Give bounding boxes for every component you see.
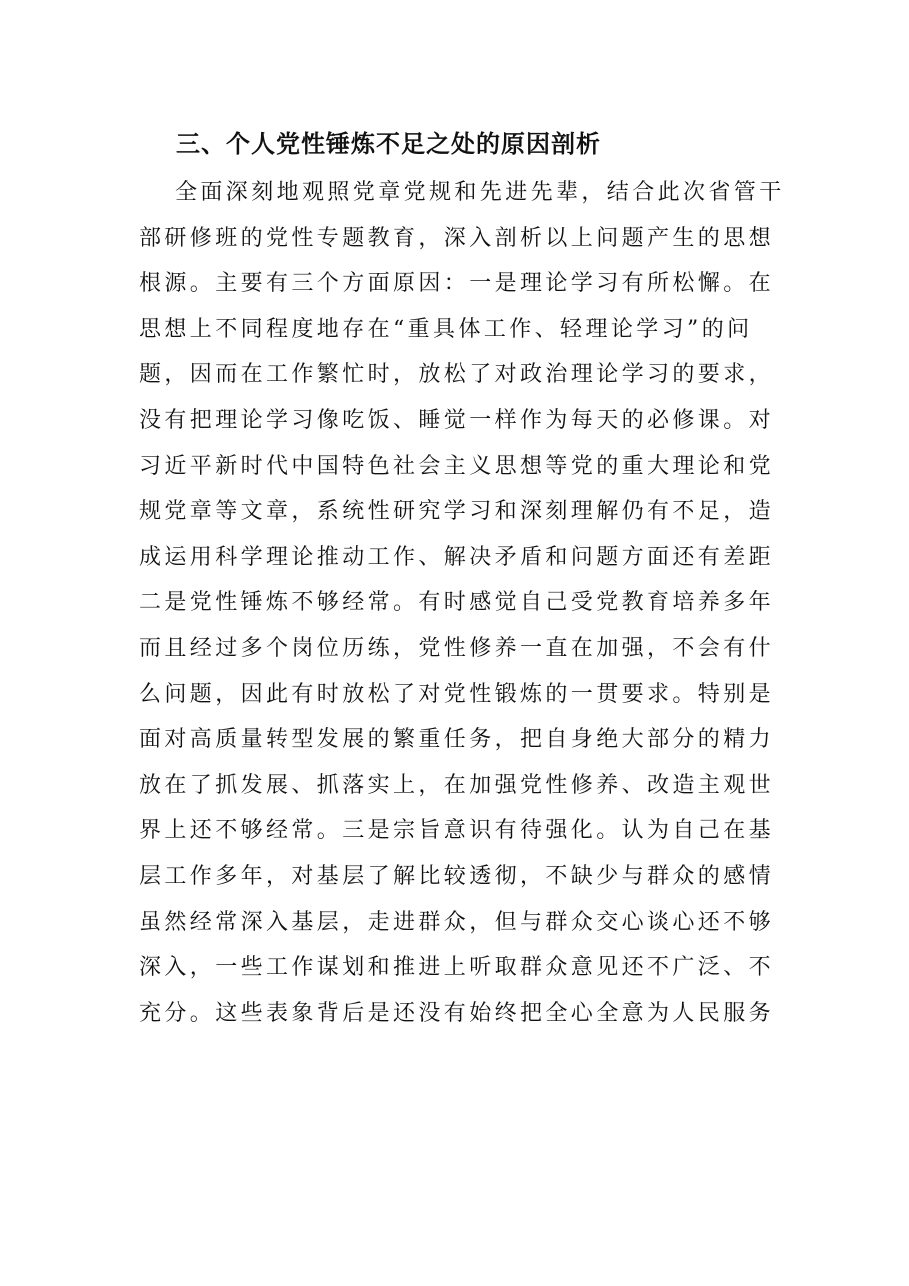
paragraph-line: 二是党性锤炼不够经常。有时感觉自己受党教育培养多年 <box>139 590 775 616</box>
paragraph-line: 题，因而在工作繁忙时，放松了对政治理论学习的要求， <box>139 362 775 388</box>
body-paragraph <box>139 170 785 1036</box>
paragraph-line: 规党章等文章，系统性研究学习和深刻理解仍有不足，造 <box>139 499 775 525</box>
paragraph-line: 而且经过多个岗位历练，党性修养一直在加强，不会有什 <box>139 635 775 661</box>
paragraph-line: 界上还不够经常。三是宗旨意识有待强化。认为自己在基 <box>139 818 775 844</box>
paragraph-line: 没有把理论学习像吃饭、睡觉一样作为每天的必修课。对 <box>139 407 775 433</box>
paragraph-line: 层工作多年，对基层了解比较透彻，不缺少与群众的感情 <box>139 863 775 889</box>
paragraph-line: 面对高质量转型发展的繁重任务，把自身绝大部分的精力 <box>139 727 775 753</box>
paragraph-line: 习近平新时代中国特色社会主义思想等党的重大理论和党 <box>139 453 775 479</box>
paragraph-line: 全面深刻地观照党章党规和先进先辈，结合此次省管干 <box>175 180 785 205</box>
section-heading: 三、个人党性锤炼不足之处的原因剖析 <box>176 129 601 158</box>
paragraph-line: 深入，一些工作谋划和推进上听取群众意见还不广泛、不 <box>139 955 775 981</box>
paragraph-line: 成运用科学理论推动工作、解决矛盾和问题方面还有差距 <box>139 544 775 570</box>
paragraph-line: 么问题，因此有时放松了对党性锻炼的一贯要求。特别是 <box>139 681 775 707</box>
paragraph-line: 部研修班的党性专题教育，深入剖析以上问题产生的思想 <box>139 225 775 251</box>
paragraph-line: 根源。主要有三个方面原因：一是理论学习有所松懈。在 <box>139 271 775 297</box>
paragraph-line: 充分。这些表象背后是还没有始终把全心全意为人民服务 <box>139 1000 775 1026</box>
paragraph-line: 放在了抓发展、抓落实上，在加强党性修养、改造主观世 <box>139 772 775 798</box>
paragraph-line: 思想上不同程度地存在“重具体工作、轻理论学习”的问 <box>139 316 753 342</box>
paragraph-line: 虽然经常深入基层，走进群众，但与群众交心谈心还不够 <box>139 909 775 935</box>
